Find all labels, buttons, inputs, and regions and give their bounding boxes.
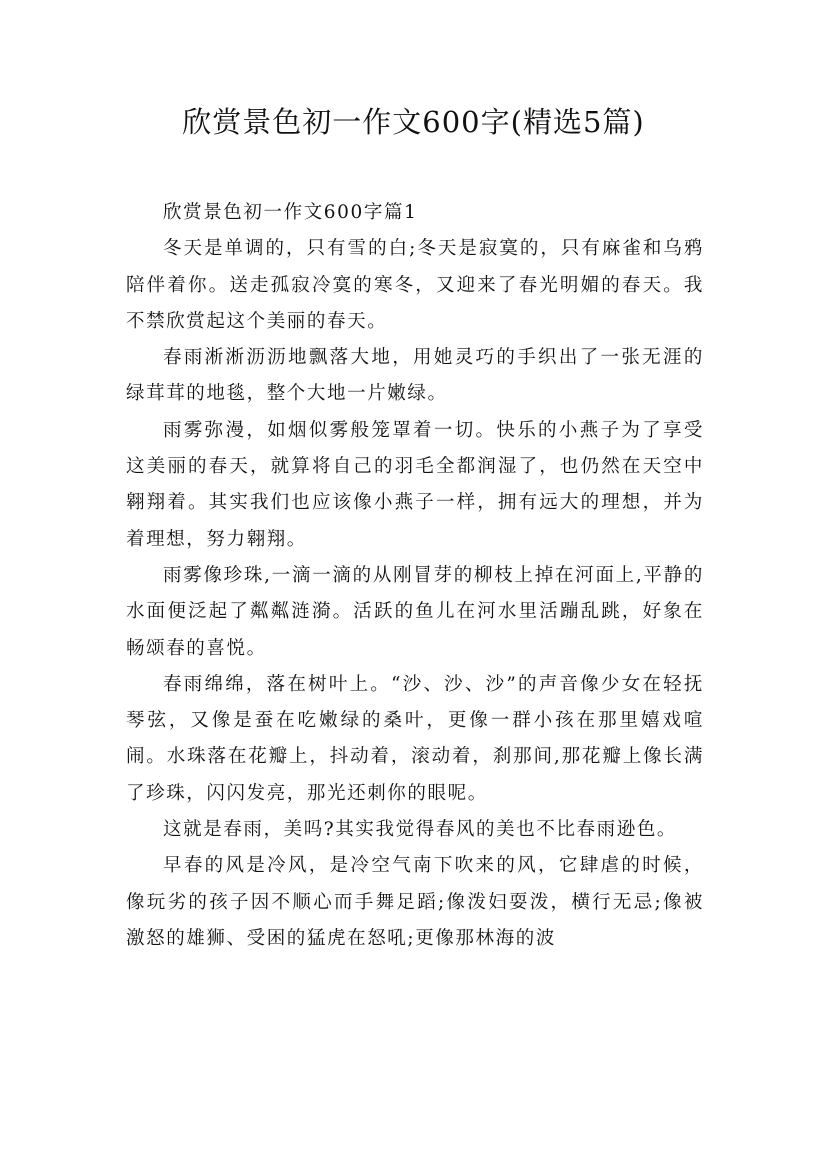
document-body — [126, 195, 704, 957]
paragraph: 雨雾弥漫，如烟似雾般笼罩着一切。快乐的小燕子为了享受这美丽的春天，就算将自己的羽毛全都润湿了，也仍然在天空中翱翔着。其实我们也应该像小燕子一样，拥有远大的理想，并为着理想，努力翱翔。 — [126, 419, 704, 550]
paragraph: 雨雾像珍珠,一滴一滴的从刚冒芽的柳枝上掉在河面上,平静的水面便泛起了粼粼涟漪。活跃的鱼儿在河水里活蹦乱跳，好象在畅颂春的喜悦。 — [126, 564, 704, 659]
section-heading: 欣赏景色初一作文600字篇1 — [163, 202, 418, 223]
paragraph: 春雨淅淅沥沥地飘落大地，用她灵巧的手织出了一张无涯的绿茸茸的地毯，整个大地一片嫩绿。 — [126, 347, 704, 405]
paragraph: 春雨绵绵，落在树叶上。“沙、沙、沙”的声音像少女在轻抚琴弦，又像是蚕在吃嫩绿的桑叶，更像一群小孩在那里嬉戏喧闹。水珠落在花瓣上，抖动着，滚动着，刹那间,那花瓣上像长满了珍珠，闪闪发亮，那光还刺你的眼呢。 — [126, 673, 704, 804]
document-title: 欣赏景色初一作文600字(精选5篇) — [182, 105, 645, 139]
paragraph: 早春的风是冷风，是冷空气南下吹来的风，它肆虐的时候，像玩劣的孩子因不顺心而手舞足蹈;像泼妇耍泼，横行无忌;像被激怒的雄狮、受困的猛虎在怒吼;更像那林海的波 — [126, 855, 704, 949]
paragraph: 这就是春雨，美吗?其实我觉得春风的美也不比春雨逊色。 — [163, 819, 678, 841]
paragraph: 冬天是单调的，只有雪的白;冬天是寂寞的，只有麻雀和乌鸦陪伴着你。送走孤寂冷寞的寒冬，又迎来了春光明媚的春天。我不禁欣赏起这个美丽的春天。 — [126, 238, 704, 332]
